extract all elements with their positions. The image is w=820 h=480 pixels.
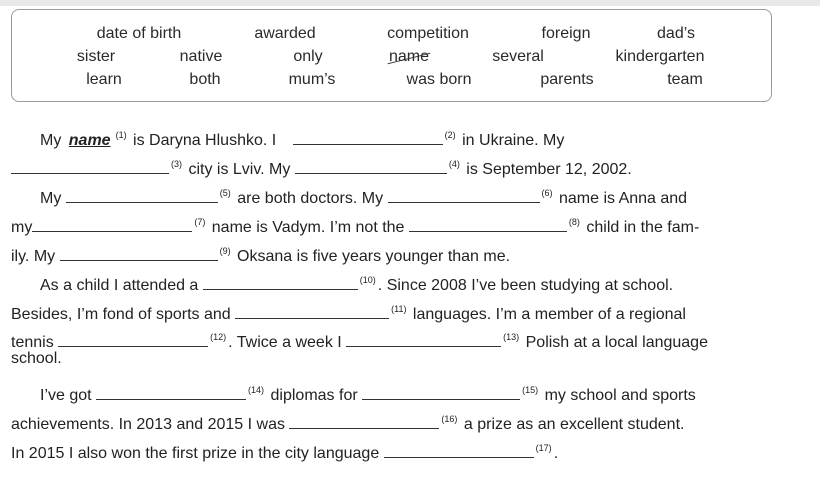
gap-number-5: (5) (219, 188, 231, 198)
gap-blank-6[interactable] (388, 187, 540, 203)
word-bank-item: several (492, 48, 544, 65)
word-bank-item-crossed-out: name (388, 48, 430, 65)
gap-blank-14[interactable] (96, 384, 246, 400)
gap-blank-12[interactable] (58, 331, 208, 347)
gap-blank-10[interactable] (203, 274, 358, 290)
text-line-2: $^{(3)}$ city is Lviv. My $^{(4)}$ is September 12, 2002. (11, 154, 632, 180)
word-bank-item: foreign (541, 25, 591, 42)
gap-blank-9[interactable] (60, 245, 218, 261)
gap-number-3: (3) (171, 159, 182, 169)
gap-number-11: (11) (391, 304, 407, 314)
gap-number-15: (15) (522, 385, 539, 395)
filled-answer-1: name (68, 132, 111, 149)
text-line-3: My $^{(5)}$ are both doctors. My $^{(6)}$ name is Anna and (40, 188, 688, 207)
word-bank-item: both (189, 71, 221, 88)
word-bank-item: kindergarten (615, 48, 705, 65)
word-bank-item: native (179, 48, 223, 65)
gap-number-17: (17) (535, 443, 552, 453)
word-bank-item: dad’s (657, 25, 695, 42)
gap-blank-16[interactable] (289, 413, 439, 429)
gap-number-13: (13) (503, 332, 520, 342)
gap-number-10: (10) (359, 275, 376, 285)
word-bank-item: parents (540, 71, 594, 88)
text-line-11: achievements. In 2013 and 2015 I was $^{(16)}$ a prize as an excellent student. (11, 414, 685, 433)
text-line-8: tennis $^{(12)}$ . Twice a week I $^{(13)}$ Polish at a local language (11, 332, 708, 351)
gap-number-12: (12) (210, 332, 227, 342)
gap-blank-15[interactable] (362, 384, 520, 400)
gap-blank-7[interactable] (32, 216, 192, 232)
gap-number-14: (14) (248, 385, 265, 395)
gap-blank-5[interactable] (66, 187, 218, 203)
word-bank-item: only (293, 48, 323, 65)
word-bank-item: awarded (254, 25, 316, 42)
gap-number-7: (7) (194, 217, 206, 227)
word-bank-item: team (667, 71, 703, 88)
word-bank-item: date of birth (96, 25, 182, 42)
word-bank-item: mum’s (288, 71, 336, 88)
text-line-6: As a child I attended a $^{(10)}$ . Since 2008 I’ve been studying at school. (40, 275, 674, 294)
text-line-9: school. (11, 350, 62, 367)
gap-number-8: (8) (568, 217, 580, 227)
text-line-7: Besides, I’m fond of sports and $^{(11)}$ languages. I’m a member of a regional (11, 304, 686, 323)
gap-blank-2[interactable] (293, 129, 443, 145)
text-line-10: I’ve got $^{(14)}$ diplomas for $^{(15)}$ my school and sports (40, 385, 696, 404)
gap-number-1: (1) (115, 130, 127, 140)
top-edge-shade (0, 0, 820, 6)
gap-blank-11[interactable] (235, 303, 389, 319)
gap-number-16: (16) (441, 414, 458, 424)
word-bank-item: was born (406, 71, 472, 88)
text-line-5: ily. My $^{(9)}$ Oksana is five years younger than me. (11, 246, 511, 265)
word-bank-item: sister (76, 48, 116, 65)
gap-blank-8[interactable] (409, 216, 567, 232)
gap-number-6: (6) (541, 188, 553, 198)
gap-blank-3[interactable] (11, 158, 169, 174)
gap-number-2: (2) (444, 130, 456, 140)
gap-number-9: (9) (219, 246, 231, 256)
gap-number-4: (4) (448, 159, 460, 169)
gap-blank-4[interactable] (295, 158, 447, 174)
gap-blank-13[interactable] (346, 331, 501, 347)
text-line-1: My name $^{(1)}$ is Daryna Hlushko. I $^{(2)}$ in Ukraine. My (40, 130, 565, 149)
text-line-4: my $^{(7)}$ name is Vadym. I’m not the $^{(8)}$ child in the fam- (11, 217, 700, 236)
word-bank-item: competition (387, 25, 469, 42)
gap-blank-17[interactable] (384, 442, 534, 458)
text-line-12: In 2015 I also won the first prize in the city language $^{(17)}$ . (11, 443, 559, 462)
word-bank-item: learn (86, 71, 122, 88)
